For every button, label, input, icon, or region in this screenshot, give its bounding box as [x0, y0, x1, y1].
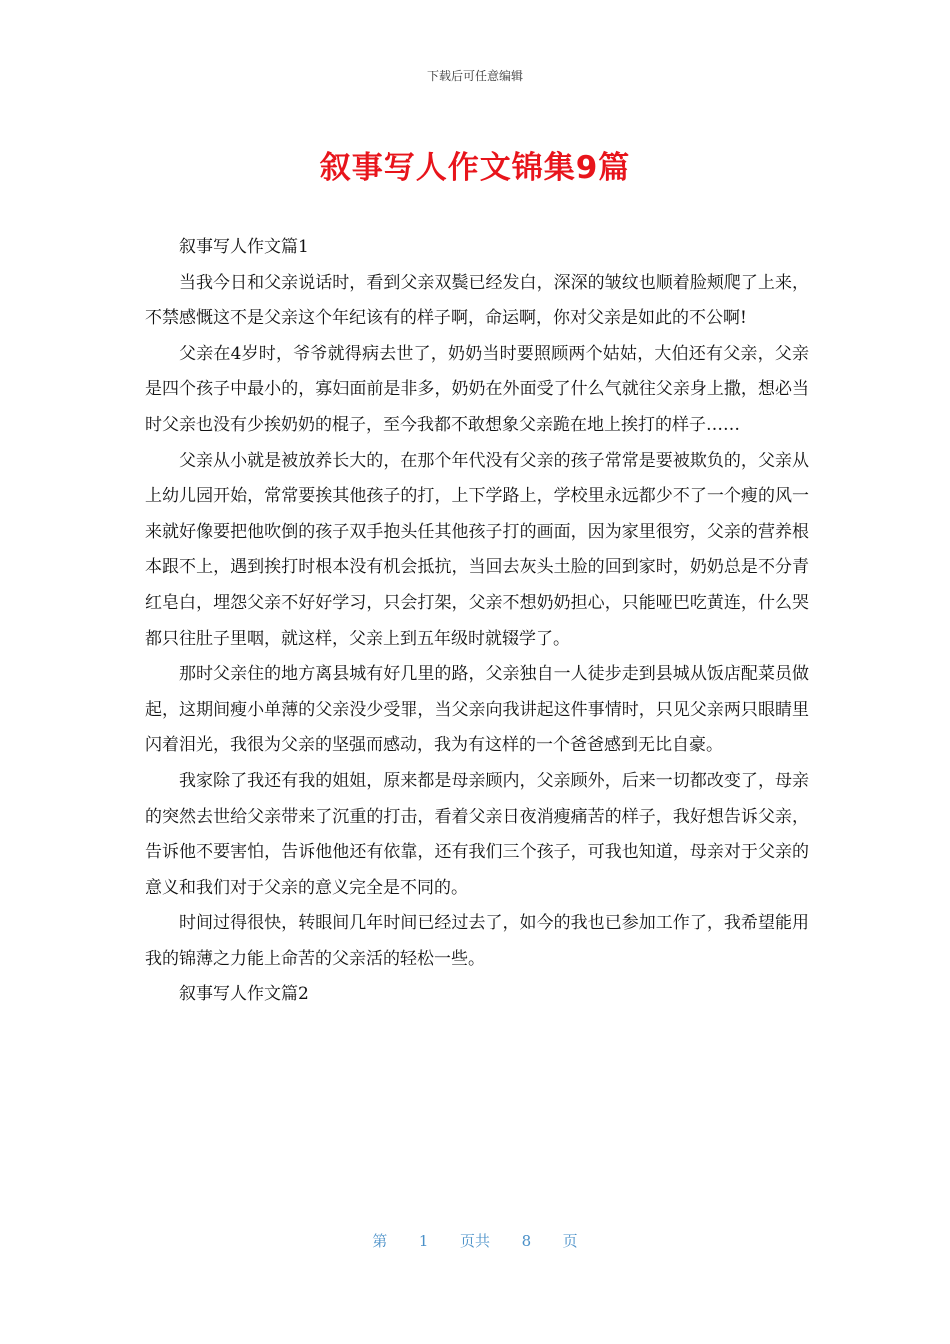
footer-prefix: 第 [372, 1232, 388, 1250]
section-heading: 叙事写人作文篇1 [179, 237, 309, 257]
page-number: 1 [418, 1232, 429, 1250]
footer-suffix: 页 [562, 1232, 578, 1250]
paragraph: 我家除了我还有我的姐姐，原来都是母亲顾内，父亲顾外，后来一切都改变了，母亲的突然去世给父亲带来了沉重的打击，看着父亲日夜消瘦痛苦的样子，我好想告诉父亲，告诉他不要害怕，告诉他他还有依靠，还有我们三个孩子，可我也知道，母亲对于父亲的意义和我们对于父亲的意义完全是不同的。 [145, 770, 809, 898]
document-title: 叙事写人作文锦集9篇 [319, 150, 631, 186]
paragraph: 父亲从小就是被放养长大的，在那个年代没有父亲的孩子常常是要被欺负的，父亲从上幼儿园开始，常常要挨其他孩子的打，上下学路上，学校里永远都少不了一个瘦的风一来就好像要把他吹倒的孩子双手抱头任其他孩子打的画面，因为家里很穷，父亲的营养根本跟不上，遇到挨打时根本没有机会抵抗，当回去灰头土脸的回到家时，奶奶总是不分青红皂白，埋怨父亲不好好学习，只会打架，父亲不想奶奶担心，只能哑巴吃黄连，什么哭都只往肚子里咽，就这样，父亲上到五年级时就辍学了。 [145, 450, 809, 649]
paragraph: 时间过得很快，转眼间几年时间已经过去了，如今的我也已参加工作了，我希望能用我的锦薄之力能上命苦的父亲活的轻松一些。 [145, 913, 809, 969]
footer-middle: 页共 [459, 1232, 490, 1250]
paragraph: 当我今日和父亲说话时，看到父亲双鬓已经发白，深深的皱纹也顺着脸颊爬了上来，不禁感慨这不是父亲这个年纪该有的样子啊，命运啊，你对父亲是如此的不公啊! [145, 272, 809, 329]
header-note: 下载后可任意编辑 [426, 69, 523, 83]
document-body [145, 230, 809, 1013]
paragraph: 那时父亲住的地方离县城有好几里的路，父亲独自一人徒步走到县城从饭店配菜员做起，这期间瘦小单薄的父亲没少受罪，当父亲向我讲起这件事情时，只见父亲两只眼睛里闪着泪光，我很为父亲的坚强而感动，我为有这样的一个爸爸感到无比自豪。 [145, 664, 809, 756]
section-heading: 叙事写人作文篇2 [179, 984, 309, 1005]
paragraph: 父亲在4岁时，爷爷就得病去世了，奶奶当时要照顾两个姑姑，大伯还有父亲，父亲是四个孩子中最小的，寡妇面前是非多，奶奶在外面受了什么气就往父亲身上撒，想必当时父亲也没有少挨奶奶的棍子，至今我都不敢想象父亲跪在地上挨打的样子…… [145, 343, 809, 435]
page-footer [0, 1230, 950, 1251]
page-total: 8 [521, 1232, 532, 1250]
